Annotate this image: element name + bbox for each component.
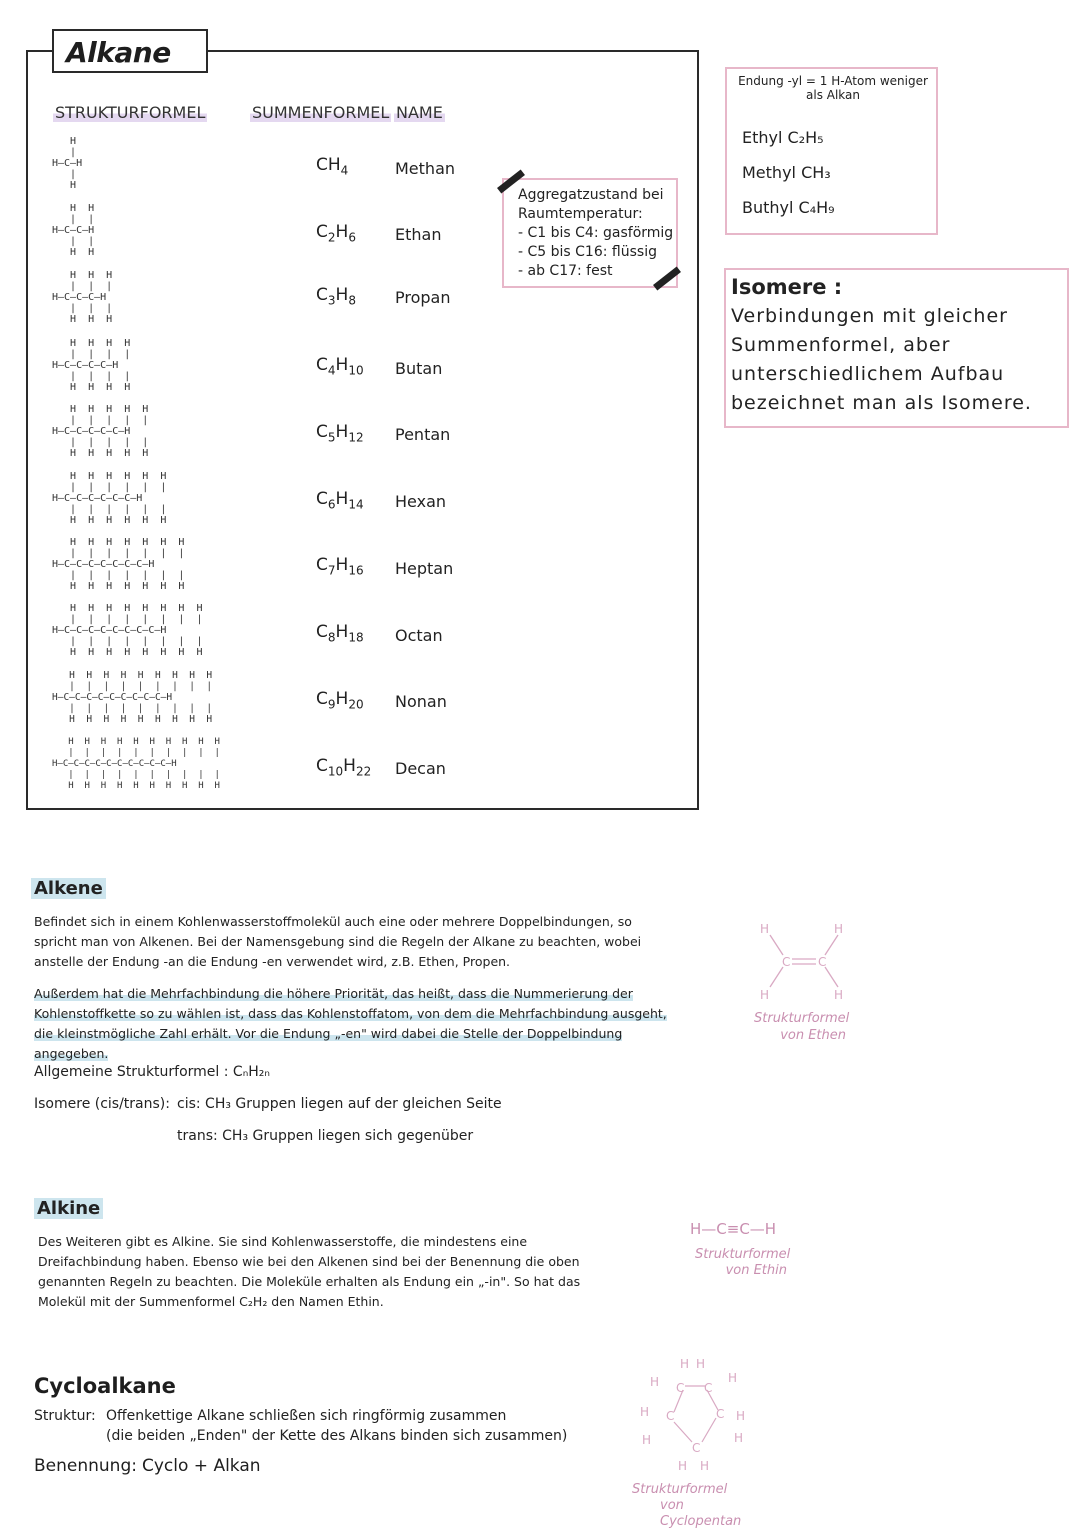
svg-text:H: H — [736, 1409, 746, 1423]
svg-text:H: H — [696, 1357, 706, 1371]
svg-text:H: H — [642, 1433, 652, 1447]
svg-text:H: H — [734, 1431, 744, 1445]
column-header-name: NAME — [396, 103, 443, 122]
ethyne-caption: Strukturformel von Ethin — [695, 1247, 791, 1278]
column-header-sum: SUMMENFORMEL — [252, 103, 390, 122]
cycloalkane-structure-text-1: Offenkettige Alkane schließen sich ringförmig zusammen — [106, 1408, 507, 1424]
cycloalkane-naming-value: Cyclo + Alkan — [142, 1456, 261, 1476]
structure-heptane: H H H H H H H | | | | | | | H—C—C—C—C—C—C—C—H | | | | | | | H H H H H H H — [52, 537, 185, 592]
svg-text:H: H — [678, 1459, 688, 1473]
svg-text:C: C — [666, 1409, 675, 1423]
aggregate-note: Aggregatzustand bei Raumtemperatur: - C1 bis C4: gasförmig - C5 bis C16: flüssig - ab C17: fest — [518, 187, 674, 279]
name-nonane: Nonan — [395, 692, 447, 711]
alkine-title: Alkine — [34, 1198, 103, 1219]
svg-text:H: H — [728, 1371, 738, 1385]
isomere-definition: Verbindungen mit gleicher Summenformel, aber unterschiedlichem Aufbau bezeichnet man als Isomere. — [731, 305, 1032, 414]
formula-heptane: $C_7H_{16}$ — [316, 555, 364, 578]
ethene-caption: Strukturformel von Ethen — [754, 1011, 850, 1043]
structure-ethane: H H | | H—C—C—H | | H H — [52, 203, 95, 258]
alkene-general-formula: Allgemeine Strukturformel : CₙH₂ₙ — [34, 1064, 270, 1080]
column-header-structure: STRUKTURFORMEL — [55, 103, 206, 122]
svg-text:H: H — [640, 1405, 650, 1419]
cycloalkane-structure-label: Struktur: — [34, 1408, 96, 1424]
name-decane: Decan — [395, 759, 446, 778]
formula-octane: $C_8H_{18}$ — [316, 622, 364, 645]
structure-pentane: H H H H H | | | | | H—C—C—C—C—C—H | | | | | H H H H H — [52, 404, 149, 459]
alkine-paragraph: Des Weiteren gibt es Alkine. Sie sind Kohlenwasserstoffe, die mindestens eine Dreifachbindung haben. Ebenso wie bei den Alkenen sind bei der Benennung die oben genannten Regeln zu beachten. Die Moleküle erhalten als Endung ein „-in". So hat das Molekül mit der Summenformel C₂H₂ den Namen Ethin. — [38, 1234, 581, 1309]
alkene-title: Alkene — [31, 878, 106, 899]
name-hexane: Hexan — [395, 492, 447, 511]
alkene-isomere-label: Isomere (cis/trans): — [34, 1096, 170, 1112]
formula-butane: $C_4H_{10}$ — [316, 355, 364, 378]
formula-pentane: $C_5H_{12}$ — [316, 422, 364, 445]
svg-text:H: H — [760, 988, 770, 1002]
structure-decane: H H H H H H H H H H | | | | | | | | | | H—C—C—C—C—C—C—C—C—C—C—H | | | | | | | | | | H H H H H H H H H H — [52, 737, 220, 791]
cycloalkane-title: Cycloalkane — [34, 1374, 176, 1398]
svg-text:C: C — [676, 1381, 685, 1395]
formula-decane: $C_{10}H_{22}$ — [316, 756, 372, 779]
alkene-paragraph-1: Befindet sich in einem Kohlenwasserstoffmolekül auch eine oder mehrere Doppelbindungen, so spricht man von Alkenen. Bei der Namensgebung sind die Regeln der Alkane zu beachten, wobei anstelle der Endung -an die Endung -en verwendet wird, z.B. Ethen, Propen. — [34, 914, 642, 969]
structure-nonane: H H H H H H H H H | | | | | | | | | H—C—C—C—C—C—C—C—C—C—H | | | | | | | | | H H H H H H H H H — [52, 670, 213, 725]
structure-methane: H | H—C—H | H — [52, 136, 83, 191]
alkene-trans-note: trans: CH₃ Gruppen liegen sich gegenüber — [177, 1128, 474, 1144]
yl-item: Methyl CH₃ — [742, 163, 831, 182]
structure-butane: H H H H | | | | H—C—C—C—C—H | | | | H H H H — [52, 338, 131, 393]
cycloalkane-naming-label: Benennung: — [34, 1456, 137, 1476]
svg-text:C: C — [782, 955, 791, 969]
name-octane: Octan — [395, 626, 443, 645]
formula-nonane: $C_9H_{20}$ — [316, 689, 364, 712]
cyclopentane-caption: Strukturformel von Cyclopentan — [632, 1482, 742, 1529]
yl-item: Ethyl C₂H₅ — [742, 128, 824, 147]
svg-text:C: C — [704, 1381, 713, 1395]
structure-octane: H H H H H H H H | | | | | | | | H—C—C—C—C—C—C—C—C—H | | | | | | | | H H H H H H H H — [52, 603, 203, 658]
cycloalkane-structure-text-2: (die beiden „Enden" der Kette des Alkans binden sich zusammen) — [106, 1428, 568, 1444]
isomere-title: Isomere : — [731, 275, 843, 299]
svg-text:C: C — [692, 1441, 701, 1455]
yl-item: Buthyl C₄H₉ — [742, 198, 835, 217]
svg-text:H: H — [834, 988, 844, 1002]
structure-propane: H H H | | | H—C—C—C—H | | | H H H — [52, 270, 113, 325]
alkane-title: Alkane — [66, 36, 171, 69]
alkene-cis-note: cis: CH₃ Gruppen liegen auf der gleichen Seite — [177, 1096, 502, 1112]
structure-hexane: H H H H H H | | | | | | H—C—C—C—C—C—C—H | | | | | | H H H H H H — [52, 471, 167, 526]
svg-text:H: H — [680, 1357, 690, 1371]
name-pentane: Pentan — [395, 425, 451, 444]
svg-text:C: C — [818, 955, 827, 969]
formula-propane: $C_3H_8$ — [316, 285, 356, 308]
svg-text:H: H — [760, 922, 770, 936]
name-heptane: Heptan — [395, 559, 454, 578]
name-propane: Propan — [395, 288, 451, 307]
svg-text:H: H — [834, 922, 844, 936]
svg-text:H: H — [650, 1375, 660, 1389]
formula-hexane: $C_6H_{14}$ — [316, 489, 364, 512]
formula-ethane: $C_2H_6$ — [316, 222, 356, 245]
yl-ending-header: Endung -yl = 1 H-Atom weniger als Alkan — [738, 74, 928, 102]
name-butane: Butan — [395, 359, 443, 378]
ethyne-structure: H—C≡C—H — [690, 1220, 777, 1238]
formula-methane: $CH_4$ — [316, 155, 349, 178]
svg-text:H: H — [700, 1459, 710, 1473]
name-ethane: Ethan — [395, 225, 442, 244]
cyclopentane-structure-diagram — [630, 1352, 760, 1477]
name-methane: Methan — [395, 159, 456, 178]
ethene-structure-diagram — [748, 915, 858, 1005]
alkene-paragraph-2: Außerdem hat die Mehrfachbindung die höhere Priorität, das heißt, dass die Nummerierung der Kohlenstoffkette so zu wählen ist, dass das Kohlenstoffatom, von dem die Mehrfachbindung ausgeht, die kleinstmögliche Zahl erhält. Vor die Endung „-en" wird dabei die Stelle der Doppelbindung angegeben. — [34, 986, 667, 1061]
svg-text:C: C — [716, 1407, 725, 1421]
